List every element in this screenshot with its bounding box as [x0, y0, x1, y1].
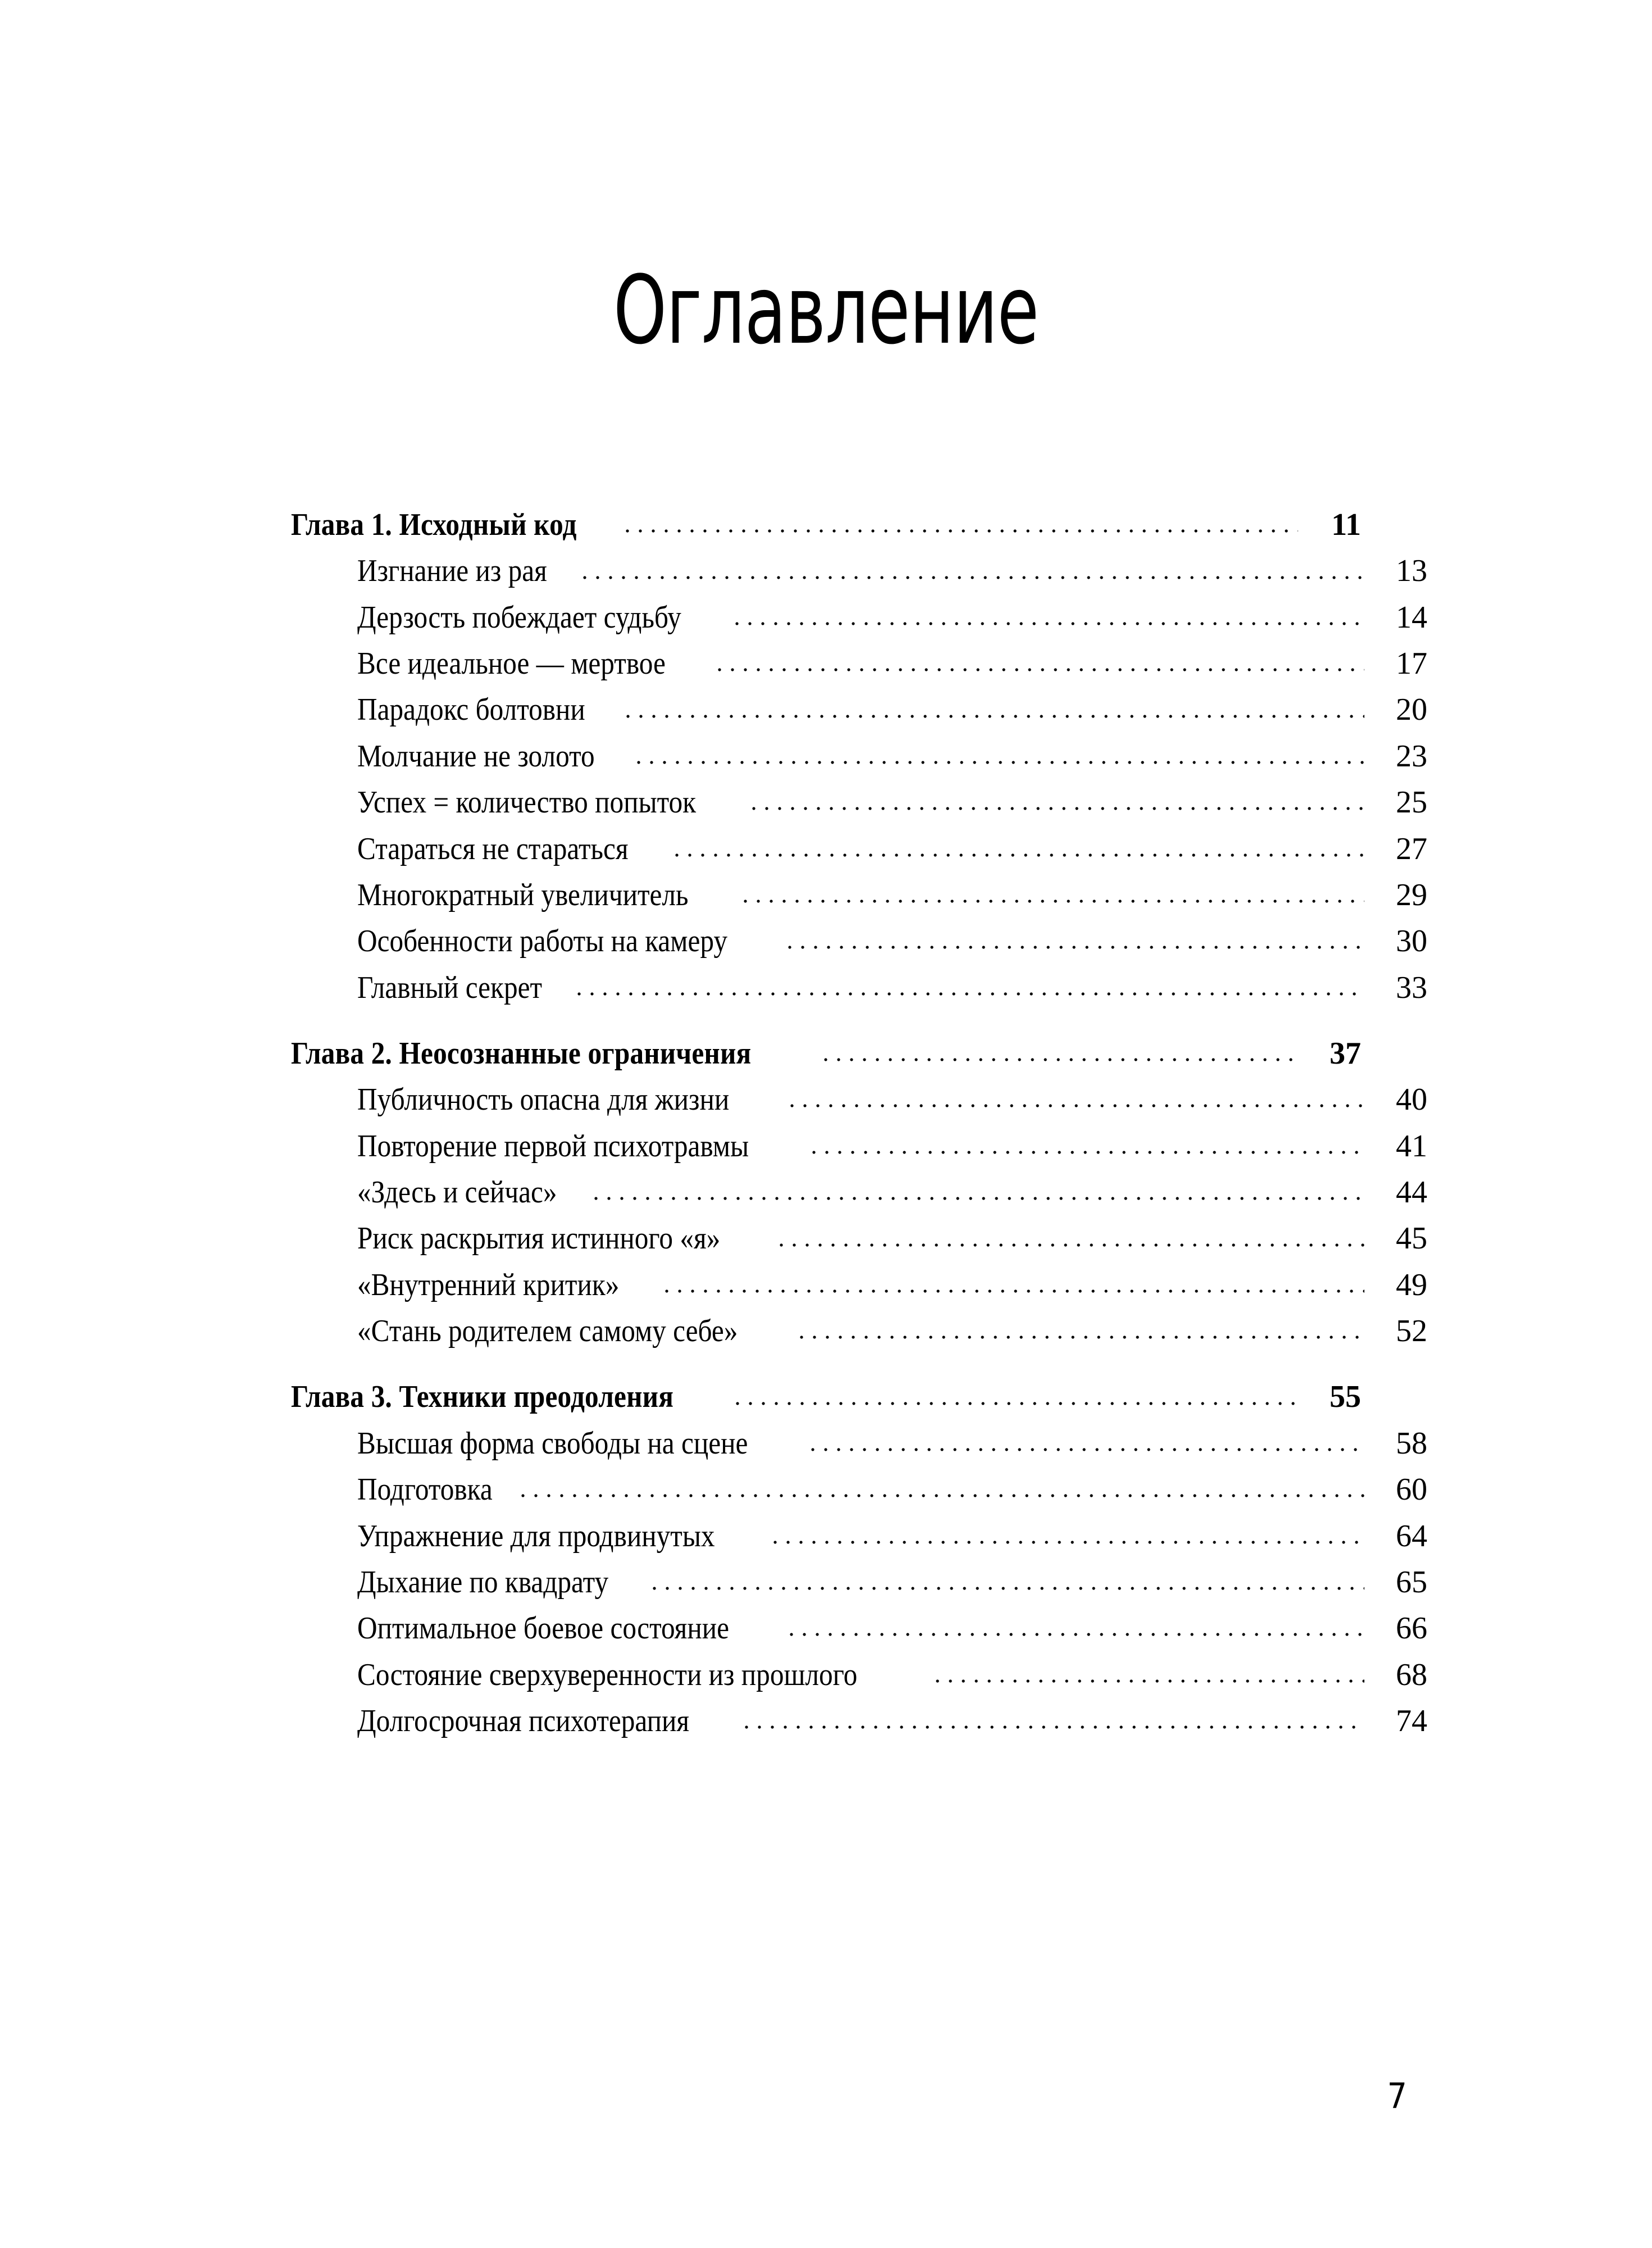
toc-page-number: 37 [1330, 1036, 1361, 1071]
toc-page-number: 66 [1396, 1611, 1427, 1646]
toc-page-number: 65 [1396, 1564, 1427, 1600]
toc-section-label: Многократный увеличитель [357, 877, 689, 912]
toc-page-number: 27 [1396, 831, 1427, 866]
dot-leader [812, 1147, 1364, 1156]
toc-section-row[interactable] [291, 601, 1427, 634]
dot-leader [790, 1629, 1364, 1638]
toc-page-number: 60 [1396, 1472, 1427, 1507]
toc-page-number: 11 [1331, 507, 1361, 542]
toc-page-number: 29 [1396, 877, 1427, 912]
toc-chapter-row[interactable] [291, 508, 1361, 542]
dot-leader [626, 711, 1364, 720]
toc-page-number: 23 [1396, 738, 1427, 774]
toc-section-label: Все идеальное — мертвое [357, 646, 666, 682]
toc-section-label: Оптимальное боевое состояние [357, 1611, 729, 1646]
toc-section-label: Главный секрет [357, 970, 543, 1005]
toc-chapter-row[interactable] [291, 1380, 1361, 1414]
toc-section-row[interactable] [291, 1473, 1427, 1506]
dot-leader [752, 803, 1364, 812]
toc-page-number: 33 [1396, 970, 1427, 1005]
table-of-contents [291, 507, 1427, 1751]
toc-section-label: Успех = количество попыток [357, 785, 697, 820]
toc-section-label: «Стань родителем самому себе» [357, 1314, 738, 1349]
toc-page-number: 52 [1396, 1314, 1427, 1349]
dot-leader [665, 1286, 1364, 1295]
toc-section-label: Молчание не золото [357, 738, 595, 774]
toc-page-number: 13 [1396, 553, 1427, 589]
dot-leader [637, 757, 1364, 766]
toc-page-number: 30 [1396, 924, 1427, 959]
toc-section-label: «Здесь и сейчас» [357, 1175, 557, 1210]
toc-section-label: Дерзость побеждает судьбу [357, 600, 681, 635]
toc-section-label: «Внутренний критик» [357, 1267, 620, 1302]
dot-leader [800, 1332, 1364, 1341]
toc-section-row[interactable] [291, 740, 1427, 773]
toc-section-label: Особенности работы на камеру [357, 924, 727, 959]
toc-section-row[interactable] [291, 786, 1427, 819]
dot-leader [824, 1055, 1298, 1064]
toc-section-label: Долгосрочная психотерапия [357, 1703, 690, 1738]
toc-section-row[interactable] [291, 1222, 1427, 1255]
toc-section-label: Парадокс болтовни [357, 692, 585, 728]
toc-section-row[interactable] [291, 1083, 1427, 1116]
dot-leader [653, 1583, 1364, 1592]
dot-leader [780, 1239, 1364, 1248]
toc-section-row[interactable] [291, 1520, 1427, 1553]
toc-section-row[interactable] [291, 1427, 1427, 1460]
dot-leader [936, 1676, 1364, 1685]
toc-section-row[interactable] [291, 1612, 1427, 1645]
toc-page-number: 64 [1396, 1518, 1427, 1554]
toc-chapter-label: Глава 2. Неосознанные ограничения [291, 1036, 752, 1071]
toc-page-number: 40 [1396, 1082, 1427, 1118]
dot-leader [521, 1491, 1364, 1500]
dot-leader [790, 1101, 1364, 1110]
dot-leader [583, 572, 1364, 581]
toc-section-row[interactable] [291, 647, 1427, 680]
toc-page-number: 58 [1396, 1425, 1427, 1461]
toc-page-number: 41 [1396, 1128, 1427, 1164]
toc-section-row[interactable] [291, 555, 1427, 588]
toc-section-label: Подготовка [357, 1472, 493, 1507]
dot-leader [745, 1722, 1364, 1731]
toc-chapter-label: Глава 3. Техники преодоления [291, 1379, 674, 1415]
toc-section-row[interactable] [291, 693, 1427, 726]
dot-leader [773, 1537, 1364, 1546]
toc-section-row[interactable] [291, 1130, 1427, 1163]
toc-section-row[interactable] [291, 925, 1427, 958]
page-number-folio: 7 [1387, 2076, 1407, 2117]
dot-leader [594, 1193, 1364, 1202]
toc-section-row[interactable] [291, 1566, 1427, 1599]
dot-leader [626, 526, 1298, 535]
toc-section-label: Дыхание по квадрату [357, 1564, 609, 1600]
dot-leader [788, 942, 1364, 951]
toc-page-number: 68 [1396, 1657, 1427, 1692]
toc-section-label: Повторение первой психотравмы [357, 1128, 749, 1164]
toc-section-row[interactable] [291, 1315, 1427, 1348]
toc-section-label: Упражнение для продвинутых [357, 1518, 715, 1554]
toc-section-row[interactable] [291, 1659, 1427, 1692]
toc-page-number: 20 [1396, 692, 1427, 728]
dot-leader [744, 896, 1364, 905]
toc-page-number: 14 [1396, 600, 1427, 635]
toc-section-label: Публичность опасна для жизни [357, 1082, 730, 1118]
dot-leader [735, 619, 1364, 628]
toc-page-number: 17 [1396, 646, 1427, 682]
toc-section-label: Стараться не стараться [357, 831, 629, 866]
dot-leader [675, 850, 1364, 859]
toc-page-number: 74 [1396, 1703, 1427, 1738]
toc-page-number: 45 [1396, 1221, 1427, 1256]
toc-page-number: 55 [1330, 1379, 1361, 1415]
dot-leader [718, 665, 1364, 674]
toc-section-label: Состояние сверхуверенности из прошлого [357, 1657, 858, 1692]
toc-chapter-row[interactable] [291, 1037, 1361, 1070]
page-title: Оглавление [613, 255, 1039, 365]
toc-page-number: 49 [1396, 1267, 1427, 1302]
toc-section-row[interactable] [291, 971, 1427, 1005]
toc-section-row[interactable] [291, 1705, 1427, 1738]
toc-section-label: Изгнание из рая [357, 553, 547, 589]
toc-section-label: Риск раскрытия истинного «я» [357, 1221, 721, 1256]
toc-section-row[interactable] [291, 879, 1427, 912]
toc-page-number: 25 [1396, 785, 1427, 820]
toc-section-row[interactable] [291, 1269, 1427, 1302]
toc-section-row[interactable] [291, 1176, 1427, 1209]
toc-chapter-label: Глава 1. Исходный код [291, 507, 577, 542]
toc-page-number: 44 [1396, 1175, 1427, 1210]
dot-leader [811, 1445, 1364, 1454]
toc-section-row[interactable] [291, 833, 1427, 866]
dot-leader [736, 1398, 1298, 1407]
dot-leader [577, 989, 1364, 998]
toc-section-label: Высшая форма свободы на сцене [357, 1425, 748, 1461]
